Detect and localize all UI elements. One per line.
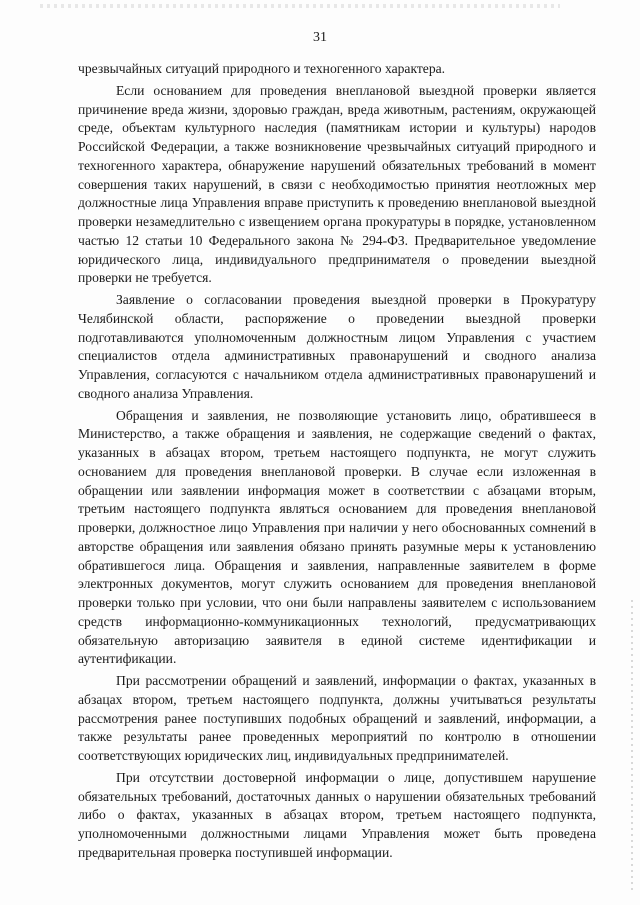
paragraph-anonymous-appeals: Обращения и заявления, не позволяющие установить лицо, обратившееся в Министерство, а также обращения и заявления, не содержащие сведений о фактах, указанных в абзацах втором, третьем настоящего подпункта, не могут служить основанием для проведения внеплановой проверки. В случае если изложенная в обращении или заявлении информация может в соответствии с абзацами вторым, третьим настоящего подпункта являться основанием для проведения внеплановой проверки, должностное лицо Управления при наличии у него обоснованных сомнений в авторстве обращения или заявления обязано принять разумные меры к установлению обратившегося лица. Обращения и заявления, направленные заявителем в форме электронных документов, могут служить основанием для проведения внеплановой проверки только при условии, что они были направлены заявителем с использованием средств информационно-коммуникационных технологий, предусматривающих обязательную авторизацию заявителя в единой системе идентификации и аутентификации.: [78, 407, 596, 667]
scan-artifact-right: [631, 600, 633, 890]
paragraph-preliminary-check: При отсутствии достоверной информации о лице, допустившем нарушение обязательных требований, достаточных данных о нарушении обязательных требований либо о фактах, указанных в абзацах втором, третьем настоящего подпункта, уполномоченными должностными лицами Управления может быть проведена предварительная проверка поступившей информации.: [78, 769, 596, 860]
document-body: [78, 60, 596, 866]
paragraph-review-of-appeals: При рассмотрении обращений и заявлений, информации о фактах, указанных в абзацах втором, третьем настоящего подпункта, должны учитываться результаты рассмотрения ранее поступивших подобных обращений и заявлений, информации, а также результаты ранее проведенных мероприятий по контролю в отношении соответствующих юридических лиц, индивидуальных предпринимателей.: [78, 673, 596, 763]
page-number: 31: [313, 30, 327, 45]
paragraph-continuation: чрезвычайных ситуаций природного и техногенного характера.: [78, 61, 446, 76]
scan-artifact-top: [40, 4, 560, 8]
paragraph-prosecutor-application: Заявление о согласовании проведения выездной проверки в Прокуратуру Челябинской области, распоряжение о проведении выездной проверки подготавливаются уполномоченным должностным лицом Управления с участием специалистов отдела административных правонарушений и сводного анализа Управления, согласуются с начальником отдела административных правонарушений и сводного анализа Управления.: [78, 292, 596, 401]
paragraph-unscheduled-inspection: Если основанием для проведения внеплановой выездной проверки является причинение вреда жизни, здоровью граждан, вреда животным, растениям, окружающей среде, объектам культурного наследия (памятникам истории и культуры) народов Российской Федерации, а также возникновение чрезвычайных ситуаций природного и техногенного характера, обнаружение нарушений обязательных требований в момент совершения таких нарушений, в связи с необходимостью принятия неотложных мер должностные лица Управления вправе приступить к проведению внеплановой выездной проверки незамедлительно с извещением органа прокуратуры в порядке, установленном частью 12 статьи 10 Федерального закона № 294-ФЗ. Предварительное уведомление юридического лица, индивидуального предпринимателя о проведении выездной проверки не требуется.: [78, 82, 596, 286]
